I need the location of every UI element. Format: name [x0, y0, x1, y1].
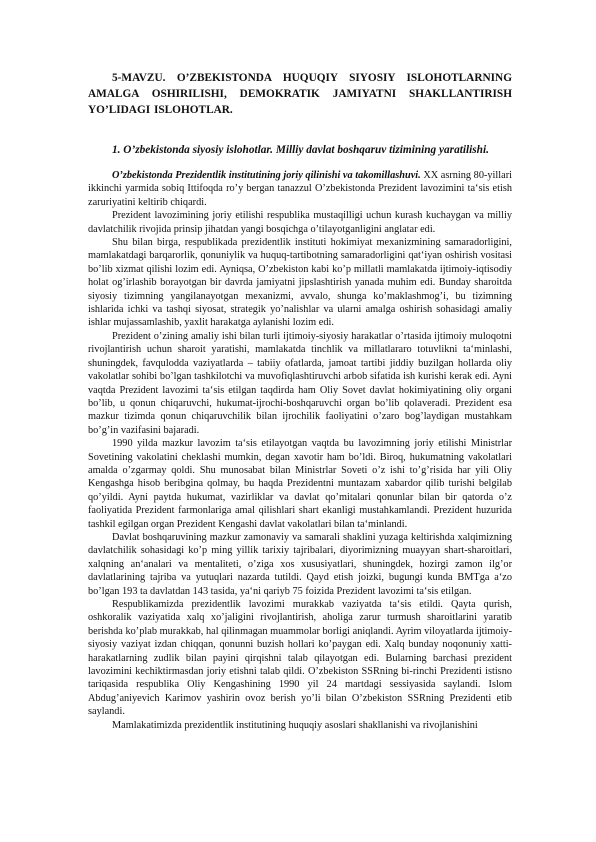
- document-page: [88, 70, 512, 732]
- chapter-title: 5-MAVZU. O’ZBEKISTONDA HUQUQIY SIYOSIY ISLOHOTLARNING AMALGA OSHIRILISHI, DEMOKRATIK JAMIYATNI SHAKLLANTIRISH YO’LIDAGI ISLOHOTLAR.: [88, 72, 512, 116]
- paragraph-1: [88, 169, 512, 209]
- paragraph-6: Davlat boshqaruvining mazkur zamonaviy va samarali shaklini yuzaga keltirishda xalqimizning davlatchilik sohasidagi ko’p ming yillik tarixiy tajribalari, diyorimizning muayyan shart-sharoitlari, xalqning an‘analari va mentaliteti, o’ziga xos xususiyatlari, shuningdek, hozirgi zamon ilg’or davlatlarining tajriba va yutuqlari nazarda tutildi. Qayd etish joizki, bugungi kunda BMTga a‘zo bo’lgan 193 ta davlatdan 143 tasida, ya‘ni qariyb 75 foizida Prezident lavozimi ta‘sis etilgan.: [88, 531, 512, 597]
- paragraph-5: 1990 yilda mazkur lavozim ta‘sis etilayotgan vaqtda bu lavozimning joriy etilishi Ministrlar Sovetining vakolatini cheklashi mumkin, degan xavotir ham bo’ldi. Biroq, hukumatning vakolatlari amalda o’zgarmay qoldi. Shu munosabat bilan Ministrlar Soveti o’z ishi to’g’risida har yili Oliy Kengashga hisob beribgina qolmay, bu haqda Prezidentni muntazam xabardor qilib turishi belgilab qo’yildi. Ayni paytda hukumat, vazirliklar va davlat qo’mitalari qonunlar bilan bir qatorda o’z faoliyatida Prezident farmonlariga amal qilishlari shart ekanligi mustahkamlandi. Prezident huzurida tashkil egilgan organ Prezident Kengashi davlat vakolatlari bilan ta‘minlandi.: [88, 438, 512, 530]
- section-title: 1. O’zbekistonda siyosiy islohotlar. Milliy davlat boshqaruv tizimining yaratilishi.: [112, 144, 489, 156]
- paragraph-lead: O’zbekistonda Prezidentlik institutining joriy qilinishi va takomillashuvi.: [112, 170, 421, 181]
- paragraph-7: Respublikamizda prezidentlik lavozimi murakkab vaziyatda ta‘sis etildi. Qayta qurish, oshkoralik vaziyatida xalq xo’jaligini rivojlantirish, aholiga zarur turmush sharoitlarini yaratib berishda ko’plab murakkab, hal qilinmagan muammolar borligi aniqlandi. Ayrim viloyatlarda ijtimoiy-siyosiy vaziyat izdan chiqqan, qonunni buzish hollari ko’paygan edi. Xalq bunday noqonuniy xatti-harakatlarning zudlik bilan payini qirqishni talab qilayotgan edi. Bularning barchasi prezident lavozimini kechiktirmasdan joriy etishni talab qildi. O’zbekiston SSRning bi-rinchi Prezidenti istisno tariqasida respublika Oliy Kengashining 1990 yil 24 martdagi sessiyasida saylandi. Islom Abdug’aniyevich Karimov yashirin ovoz berish yo’li bilan O’zbekiston SSRning Prezidenti etib saylandi.: [88, 599, 512, 718]
- paragraph-3: Shu bilan birga, respublikada prezidentlik instituti hokimiyat mexanizmining samaradorligini, mamlakatdagi barqarorlik, qonuniylik va huquq-tartibotning samaradorligini qat‘iyan oshirish vositasi bo’lib xizmat qilishi lozim edi. Ayniqsa, O’zbekiston kabi ko’p millatli mamlakatda ijtimoiy-iqtisodiy holat og’irlashib borayotgan bir davrda jamiyatni jipslashtirish yanada muhim edi. Bunday sharoitda siyosiy tizimning yangilanayotgan mexanizmi, avvalo, shunga ko’maklashmog’i, bu tizimning ishlarida ichki va tashqi siyosat, strategik yo’nalishlar va ularni amalga oshirish sohasidagi amaliy ishlar mujassamlashib, yaxlit harakatga aylanishi lozim edi.: [88, 237, 512, 329]
- paragraph-1-text: XX asrning 80-yillari ikkinchi yarmida sobiq Ittifoqda ro’y bergan tanazzul O’zbekistonda Prezident lavozimini ta‘sis etish zaruriyatini keltirib chiqardi.: [88, 170, 512, 208]
- paragraph-8: Mamlakatimizda prezidentlik institutining huquqiy asoslari shakllanishi va rivojlanishini: [112, 719, 478, 731]
- paragraph-4: Prezident o’zining amaliy ishi bilan turli ijtimoiy-siyosiy harakatlar o’rtasida ijtimoiy muloqotni rivojlantirish uchun sharoit yaratishi, mamlakatda tinchlik va millatlararo totuvlikni ta‘minlashi, shuningdek, favqulodda vaziyatlarda – tabiiy ofatlarda, jamoat tartibi jiddiy buzilgan hollarda oliy vakolatlar sohibi bo’lgan tashkilotchi va muvofiqlashtiruvchi arbob sifatida ish kurishi kerak edi. Ayni vaqtda Prezident lavozimi ta‘sis etilgan taqdirda ham Oliy Sovet davlat hokimiyatining oliy organi bo’lib, u qonun chiqaruvchi, hukumat-ijrochi-boshqaruvchi organ bo’lib qolaveradi. Prezident esa mazkur tizimda qonun chiqaruvchilik bilan ijrochilik faoliyatini o’zaro bog’laydigan mustahkam bo’g’in vazifasini bajaradi.: [88, 330, 512, 436]
- paragraph-2: Prezident lavozimining joriy etilishi respublika mustaqilligi uchun kurash kuchaygan va milliy davlatchilik rivojida prinsip jihatdan yangi bosqichga o’tilayotganligini anglatar edi.: [88, 210, 512, 235]
